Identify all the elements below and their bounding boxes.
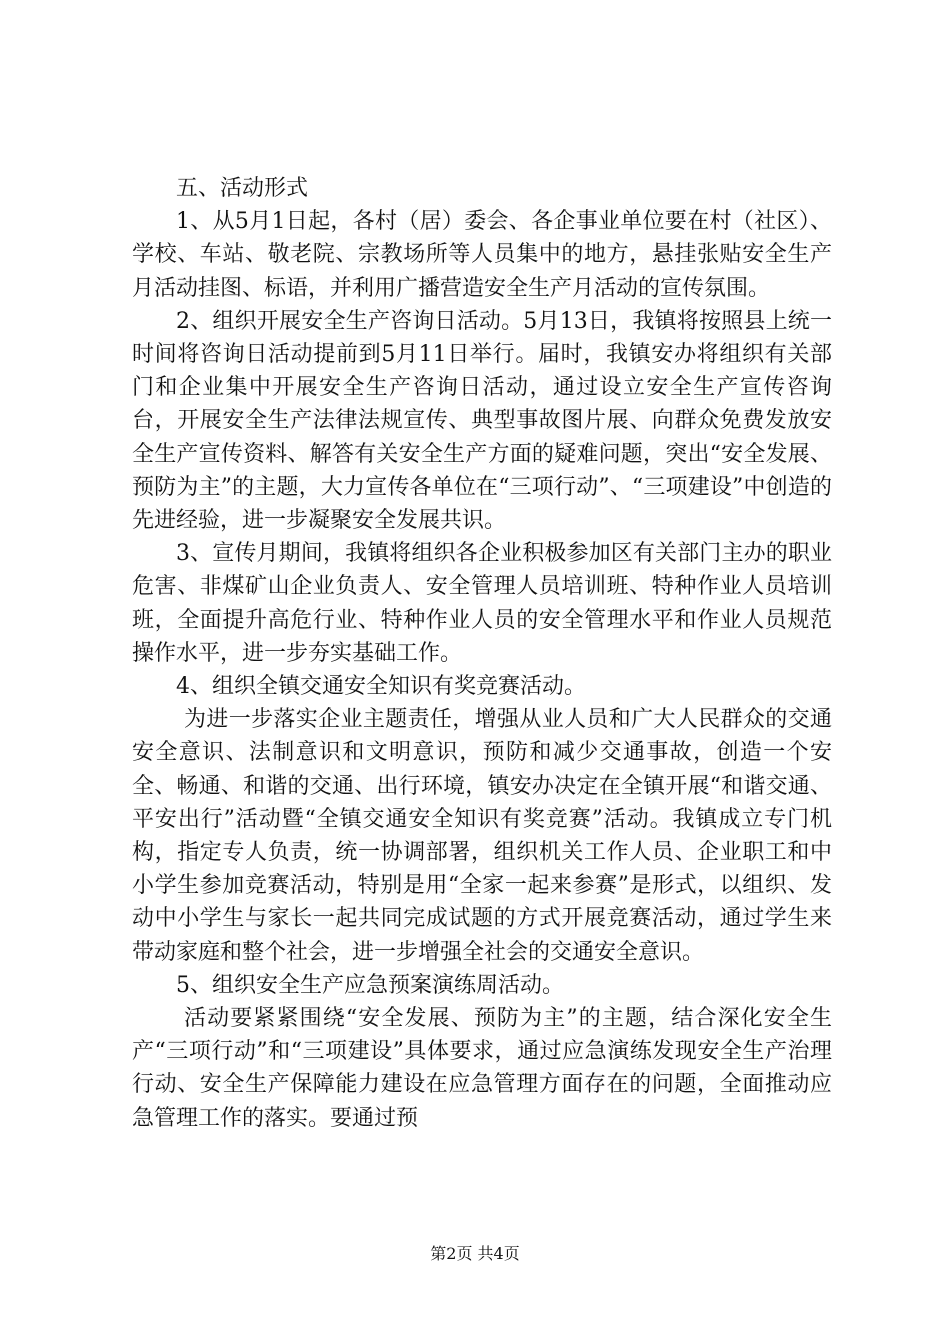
paragraph-2: 2、组织开展安全生产咨询日活动。5月13日，我镇将按照县上统一时间将咨询日活动提前到5月11日举行。届时，我镇安办将组织有关部门和企业集中开展安全生产咨询日活动，通过设立安全生产宣传咨询台，开展安全生产法律法规宣传、典型事故图片展、向群众免费发放安全生产宣传资料、解答有关安全生产方面的疑难问题，突出“安全发展、预防为主”的主题，大力宣传各单位在“三项行动”、“三项建设”中创造的先进经验，进一步凝聚安全发展共识。 xyxy=(132,308,832,534)
section-heading: 五、活动形式 xyxy=(176,176,309,201)
document-body xyxy=(132,172,832,1135)
paragraph-6: 5、组织安全生产应急预案演练周活动。 xyxy=(176,972,564,998)
paragraph-1: 1、从5月1日起，各村（居）委会、各企事业单位要在村（社区）、学校、车站、敬老院、宗教场所等人员集中的地方，悬挂张贴安全生产月活动挂图、标语，并利用广播营造安全生产月活动的宣传氛围。 xyxy=(132,209,832,301)
paragraph-3: 3、宣传月期间，我镇将组织各企业积极参加区有关部门主办的职业危害、非煤矿山企业负责人、安全管理人员培训班、特种作业人员培训班，全面提升高危行业、特种作业人员的安全管理水平和作业人员规范操作水平，进一步夯实基础工作。 xyxy=(132,541,832,666)
paragraph-4: 4、组织全镇交通安全知识有奖竞赛活动。 xyxy=(176,674,586,700)
paragraph-5: 为进一步落实企业主题责任，增强从业人员和广大人民群众的交通安全意识、法制意识和文明意识，预防和减少交通事故，创造一个安全、畅通、和谐的交通、出行环境，镇安办决定在全镇开展“和谐交通、平安出行”活动暨“全镇交通安全知识有奖竞赛”活动。我镇成立专门机构，指定专人负责，统一协调部署，组织机关工作人员、企业职工和中小学生参加竞赛活动，特别是用“全家一起来参赛”是形式，以组织、发动中小学生与家长一起共同完成试题的方式开展竞赛活动，通过学生来带动家庭和整个社会，进一步增强全社会的交通安全意识。 xyxy=(132,707,832,965)
paragraph-7: 活动要紧紧围绕“安全发展、预防为主”的主题，结合深化安全生产“三项行动”和“三项建设”具体要求，通过应急演练发现安全生产治理行动、安全生产保障能力建设在应急管理方面存在的问题，全面推动应急管理工作的落实。要通过预 xyxy=(132,1006,832,1131)
page-footer: 第2页 共4页 xyxy=(430,1244,520,1263)
